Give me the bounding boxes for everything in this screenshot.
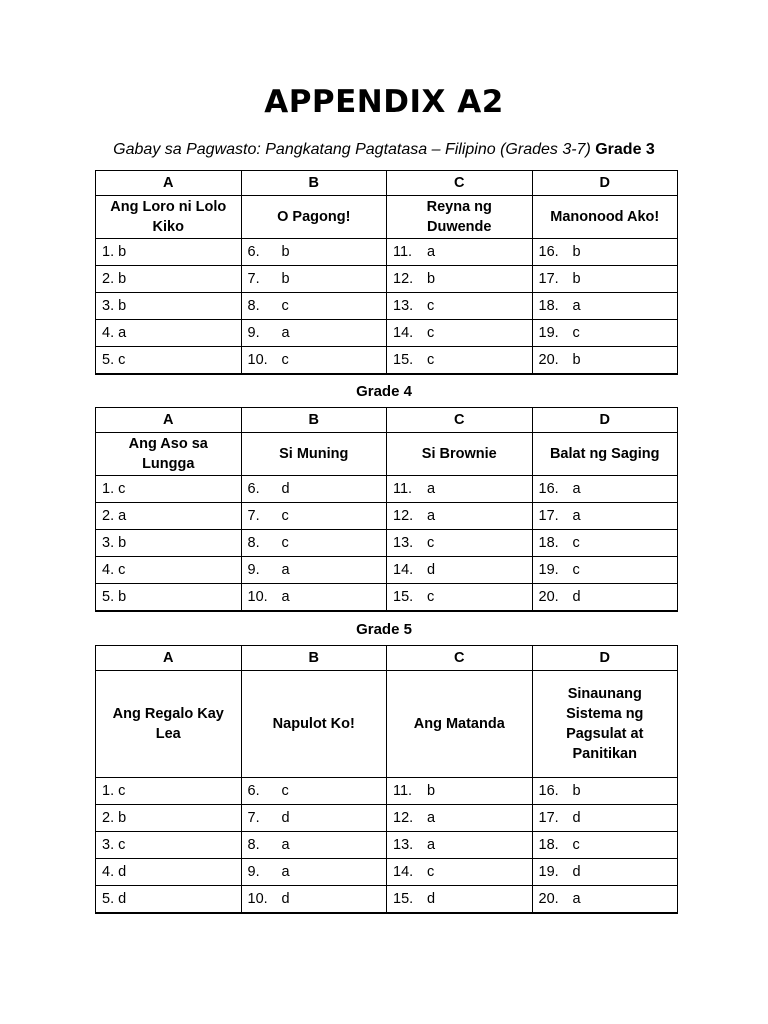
item-number: 9. bbox=[247, 864, 260, 880]
answer-cell bbox=[387, 266, 533, 293]
table-row bbox=[96, 557, 678, 584]
answer-letter: b bbox=[572, 271, 581, 287]
answer-letter: a bbox=[572, 298, 581, 314]
answer-letter: c bbox=[427, 352, 435, 368]
item-number: 5. bbox=[102, 589, 115, 605]
answer-letter: c bbox=[118, 481, 126, 497]
answer-cell bbox=[96, 530, 242, 557]
table-row bbox=[96, 347, 678, 375]
answer-letter: b bbox=[118, 271, 127, 287]
answer-letter: c bbox=[281, 535, 289, 551]
answer-letter: d bbox=[281, 810, 290, 826]
table-row bbox=[96, 476, 678, 503]
answer-cell bbox=[387, 530, 533, 557]
story-title-row bbox=[96, 671, 678, 778]
answer-cell bbox=[96, 805, 242, 832]
item-number: 16. bbox=[538, 481, 559, 497]
answer-letter: d bbox=[281, 891, 290, 907]
answer-cell bbox=[387, 347, 533, 375]
story-title: Balat ng Saging bbox=[532, 433, 678, 476]
item-number: 15. bbox=[393, 891, 414, 907]
answer-cell bbox=[96, 293, 242, 320]
answer-letter: a bbox=[572, 508, 581, 524]
answer-letter: d bbox=[118, 864, 127, 880]
item-number: 3. bbox=[102, 298, 115, 314]
answer-letter: c bbox=[118, 837, 126, 853]
answer-cell bbox=[241, 778, 387, 805]
answer-cell bbox=[387, 557, 533, 584]
answer-letter: a bbox=[427, 837, 436, 853]
column-letter: C bbox=[387, 408, 533, 433]
answer-cell bbox=[532, 832, 678, 859]
story-title: Ang Matanda bbox=[387, 671, 533, 778]
answer-letter: c bbox=[118, 562, 126, 578]
answer-cell bbox=[241, 239, 387, 266]
answer-letter: c bbox=[427, 535, 435, 551]
story-title: Si Muning bbox=[241, 433, 387, 476]
story-title: Ang Loro ni Lolo Kiko bbox=[96, 196, 242, 239]
answer-letter: a bbox=[281, 562, 290, 578]
table-row bbox=[96, 503, 678, 530]
answer-letter: c bbox=[572, 325, 580, 341]
story-title: Sinaunang Sistema ng Pagsulat at Panitikan bbox=[532, 671, 678, 778]
answer-letter: c bbox=[572, 562, 580, 578]
answer-letter: c bbox=[281, 298, 289, 314]
answer-key-table-grade-5 bbox=[95, 645, 678, 914]
story-title: Napulot Ko! bbox=[241, 671, 387, 778]
answer-cell bbox=[96, 886, 242, 914]
answer-letter: a bbox=[427, 481, 436, 497]
story-title: Manonood Ako! bbox=[532, 196, 678, 239]
answer-cell bbox=[241, 347, 387, 375]
answer-cell bbox=[387, 320, 533, 347]
column-letter-row bbox=[96, 646, 678, 671]
answer-letter: b bbox=[427, 271, 436, 287]
item-number: 8. bbox=[247, 298, 260, 314]
story-title: Ang Regalo Kay Lea bbox=[96, 671, 242, 778]
column-letter: A bbox=[96, 408, 242, 433]
column-letter: D bbox=[532, 408, 678, 433]
answer-letter: a bbox=[427, 810, 436, 826]
item-number: 17. bbox=[538, 810, 559, 826]
answer-cell bbox=[387, 293, 533, 320]
item-number: 18. bbox=[538, 535, 559, 551]
answer-cell bbox=[241, 266, 387, 293]
story-title: O Pagong! bbox=[241, 196, 387, 239]
item-number: 5. bbox=[102, 891, 115, 907]
item-number: 2. bbox=[102, 810, 115, 826]
item-number: 12. bbox=[393, 508, 414, 524]
item-number: 7. bbox=[247, 508, 260, 524]
column-letter-row bbox=[96, 408, 678, 433]
answer-cell bbox=[241, 320, 387, 347]
item-number: 20. bbox=[538, 352, 559, 368]
item-number: 12. bbox=[393, 810, 414, 826]
answer-cell bbox=[532, 886, 678, 914]
column-letter: B bbox=[241, 408, 387, 433]
answer-letter: a bbox=[118, 325, 127, 341]
answer-cell bbox=[96, 476, 242, 503]
answer-letter: b bbox=[427, 783, 436, 799]
answer-cell bbox=[241, 503, 387, 530]
answer-letter: c bbox=[118, 352, 126, 368]
answer-letter: b bbox=[118, 298, 127, 314]
item-number: 11. bbox=[393, 783, 413, 799]
item-number: 12. bbox=[393, 271, 414, 287]
item-number: 3. bbox=[102, 837, 115, 853]
item-number: 9. bbox=[247, 325, 260, 341]
answer-cell bbox=[532, 859, 678, 886]
answer-key-table-grade-4 bbox=[95, 407, 678, 612]
table-row bbox=[96, 778, 678, 805]
grade-heading: Grade 4 bbox=[356, 383, 412, 400]
item-number: 10. bbox=[247, 352, 268, 368]
table-row bbox=[96, 320, 678, 347]
item-number: 3. bbox=[102, 535, 115, 551]
answer-cell bbox=[96, 239, 242, 266]
item-number: 20. bbox=[538, 891, 559, 907]
item-number: 18. bbox=[538, 298, 559, 314]
answer-cell bbox=[532, 320, 678, 347]
grade-heading: Grade 5 bbox=[356, 621, 412, 638]
answer-cell bbox=[96, 859, 242, 886]
story-title: Ang Aso sa Lungga bbox=[96, 433, 242, 476]
column-letter: C bbox=[387, 646, 533, 671]
answer-cell bbox=[532, 347, 678, 375]
answer-cell bbox=[532, 239, 678, 266]
answer-cell bbox=[241, 530, 387, 557]
answer-letter: a bbox=[572, 481, 581, 497]
item-number: 8. bbox=[247, 535, 260, 551]
answer-letter: c bbox=[281, 352, 289, 368]
answer-cell bbox=[241, 886, 387, 914]
answer-cell bbox=[532, 503, 678, 530]
table-row bbox=[96, 805, 678, 832]
column-letter: A bbox=[96, 646, 242, 671]
table-row bbox=[96, 859, 678, 886]
answer-cell bbox=[532, 476, 678, 503]
item-number: 20. bbox=[538, 589, 559, 605]
item-number: 17. bbox=[538, 508, 559, 524]
answer-cell bbox=[532, 530, 678, 557]
answer-cell bbox=[532, 778, 678, 805]
item-number: 8. bbox=[247, 837, 260, 853]
table-row bbox=[96, 266, 678, 293]
item-number: 13. bbox=[393, 298, 414, 314]
answer-cell bbox=[96, 584, 242, 612]
answer-cell bbox=[96, 266, 242, 293]
column-letter: D bbox=[532, 646, 678, 671]
item-number: 19. bbox=[538, 325, 559, 341]
item-number: 1. bbox=[102, 481, 115, 497]
answer-cell bbox=[241, 832, 387, 859]
column-letter: B bbox=[241, 171, 387, 196]
answer-letter: d bbox=[281, 481, 290, 497]
item-number: 15. bbox=[393, 589, 414, 605]
answer-cell bbox=[387, 832, 533, 859]
item-number: 1. bbox=[102, 783, 115, 799]
answer-letter: b bbox=[118, 535, 127, 551]
item-number: 14. bbox=[393, 562, 414, 578]
item-number: 4. bbox=[102, 325, 115, 341]
subtitle bbox=[0, 141, 768, 159]
subtitle-grade-label: Grade 3 bbox=[595, 141, 655, 158]
answer-cell bbox=[387, 778, 533, 805]
answer-cell bbox=[96, 832, 242, 859]
table-row bbox=[96, 832, 678, 859]
item-number: 16. bbox=[538, 244, 559, 260]
item-number: 5. bbox=[102, 352, 115, 368]
answer-letter: b bbox=[118, 244, 127, 260]
answer-letter: d bbox=[118, 891, 127, 907]
item-number: 7. bbox=[247, 810, 260, 826]
item-number: 17. bbox=[538, 271, 559, 287]
item-number: 11. bbox=[393, 244, 413, 260]
story-title-row bbox=[96, 433, 678, 476]
answer-letter: a bbox=[118, 508, 127, 524]
answer-cell bbox=[532, 557, 678, 584]
answer-letter: a bbox=[572, 891, 581, 907]
story-title-row bbox=[96, 196, 678, 239]
answer-letter: b bbox=[281, 244, 290, 260]
answer-cell bbox=[96, 557, 242, 584]
answer-cell bbox=[387, 503, 533, 530]
answer-letter: c bbox=[427, 589, 435, 605]
answer-letter: c bbox=[281, 508, 289, 524]
answer-cell bbox=[387, 239, 533, 266]
answer-letter: c bbox=[118, 783, 126, 799]
answer-letter: c bbox=[427, 325, 435, 341]
item-number: 6. bbox=[247, 244, 260, 260]
answer-cell bbox=[387, 886, 533, 914]
answer-letter: b bbox=[572, 244, 581, 260]
answer-letter: d bbox=[572, 810, 581, 826]
answer-letter: b bbox=[572, 783, 581, 799]
answer-cell bbox=[387, 805, 533, 832]
answer-cell bbox=[532, 584, 678, 612]
item-number: 7. bbox=[247, 271, 260, 287]
answer-letter: a bbox=[281, 325, 290, 341]
table-row bbox=[96, 239, 678, 266]
column-letter: C bbox=[387, 171, 533, 196]
answer-letter: c bbox=[427, 298, 435, 314]
item-number: 14. bbox=[393, 325, 414, 341]
answer-letter: b bbox=[118, 810, 127, 826]
column-letter-row bbox=[96, 171, 678, 196]
item-number: 2. bbox=[102, 508, 115, 524]
story-title: Reyna ng Duwende bbox=[387, 196, 533, 239]
answer-cell bbox=[96, 347, 242, 375]
answer-cell bbox=[241, 584, 387, 612]
answer-cell bbox=[96, 503, 242, 530]
item-number: 11. bbox=[393, 481, 413, 497]
table-row bbox=[96, 886, 678, 914]
column-letter: B bbox=[241, 646, 387, 671]
answer-letter: c bbox=[572, 535, 580, 551]
answer-cell bbox=[532, 266, 678, 293]
answer-letter: a bbox=[281, 837, 290, 853]
answer-cell bbox=[532, 293, 678, 320]
column-letter: A bbox=[96, 171, 242, 196]
item-number: 1. bbox=[102, 244, 115, 260]
item-number: 4. bbox=[102, 864, 115, 880]
item-number: 14. bbox=[393, 864, 414, 880]
answer-cell bbox=[96, 320, 242, 347]
answer-letter: d bbox=[427, 562, 436, 578]
item-number: 15. bbox=[393, 352, 414, 368]
item-number: 18. bbox=[538, 837, 559, 853]
answer-letter: c bbox=[281, 783, 289, 799]
answer-key-table-grade-3 bbox=[95, 170, 678, 375]
item-number: 9. bbox=[247, 562, 260, 578]
item-number: 6. bbox=[247, 481, 260, 497]
answer-cell bbox=[532, 805, 678, 832]
answer-letter: c bbox=[572, 837, 580, 853]
item-number: 16. bbox=[538, 783, 559, 799]
item-number: 10. bbox=[247, 589, 268, 605]
answer-cell bbox=[387, 476, 533, 503]
answer-cell bbox=[241, 476, 387, 503]
answer-letter: d bbox=[572, 589, 581, 605]
column-letter: D bbox=[532, 171, 678, 196]
answer-cell bbox=[387, 584, 533, 612]
answer-letter: d bbox=[572, 864, 581, 880]
item-number: 19. bbox=[538, 562, 559, 578]
item-number: 10. bbox=[247, 891, 268, 907]
item-number: 4. bbox=[102, 562, 115, 578]
answer-cell bbox=[96, 778, 242, 805]
answer-letter: a bbox=[281, 864, 290, 880]
answer-cell bbox=[241, 557, 387, 584]
item-number: 13. bbox=[393, 535, 414, 551]
subtitle-guide-text: Gabay sa Pagwasto: Pangkatang Pagtatasa – Filipino (Grades 3-7) bbox=[113, 141, 591, 158]
item-number: 6. bbox=[247, 783, 260, 799]
answer-letter: a bbox=[427, 244, 436, 260]
answer-letter: b bbox=[281, 271, 290, 287]
table-row bbox=[96, 530, 678, 557]
item-number: 19. bbox=[538, 864, 559, 880]
answer-letter: c bbox=[427, 864, 435, 880]
answer-letter: b bbox=[572, 352, 581, 368]
answer-cell bbox=[387, 859, 533, 886]
answer-cell bbox=[241, 859, 387, 886]
answer-letter: a bbox=[281, 589, 290, 605]
answer-letter: d bbox=[427, 891, 436, 907]
answer-cell bbox=[241, 805, 387, 832]
answer-letter: b bbox=[118, 589, 127, 605]
answer-letter: a bbox=[427, 508, 436, 524]
answer-cell bbox=[241, 293, 387, 320]
item-number: 2. bbox=[102, 271, 115, 287]
table-row bbox=[96, 584, 678, 612]
item-number: 13. bbox=[393, 837, 414, 853]
story-title: Si Brownie bbox=[387, 433, 533, 476]
table-row bbox=[96, 293, 678, 320]
page-title: APPENDIX A2 bbox=[264, 84, 504, 120]
